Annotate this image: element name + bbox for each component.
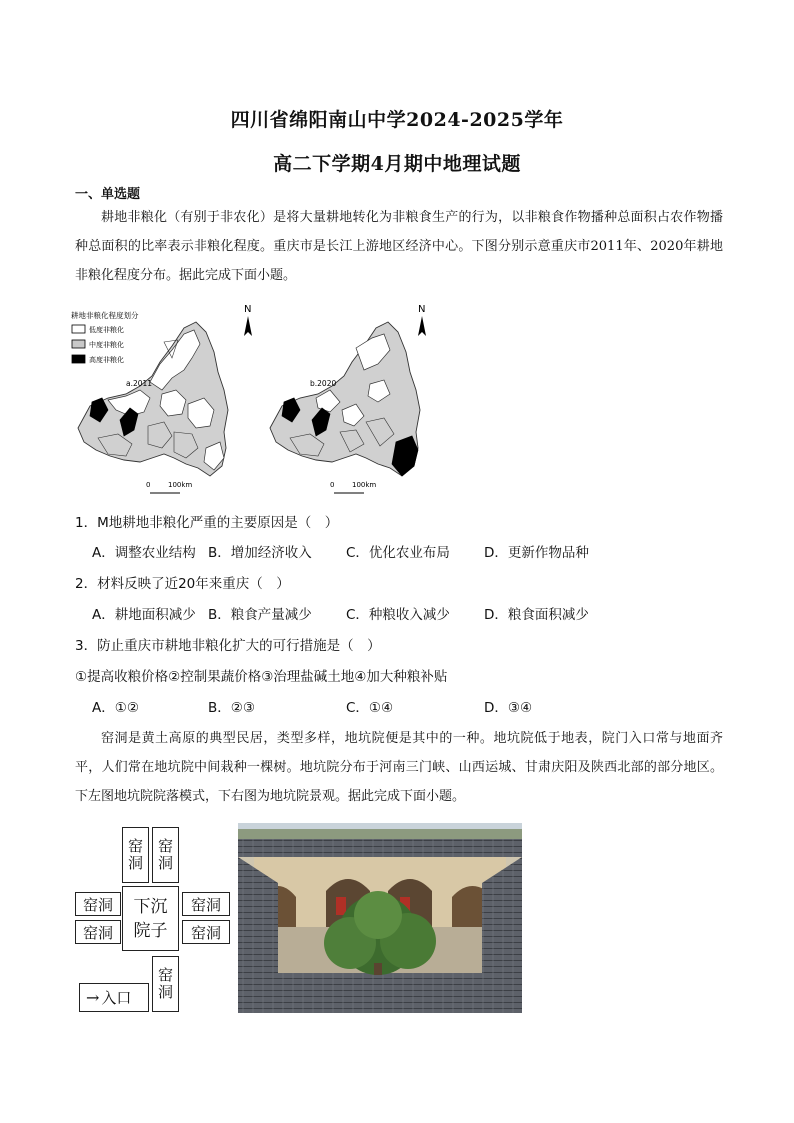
q1-option-d[interactable]: D．更新作物品种 — [484, 545, 589, 561]
north-arrow-icon — [418, 316, 426, 336]
chongqing-maps-svg — [68, 298, 428, 498]
q2-option-c[interactable]: C．种粮收入减少 — [346, 607, 450, 623]
question-3-choices: ①提高收粮价格②控制果蔬价格③治理盐碱土地④加大种粮补贴 — [75, 669, 448, 685]
question-3-stem: 3．防止重庆市耕地非粮化扩大的可行措施是（ ） — [75, 638, 381, 654]
legend-title: 耕地非粮化程度划分 — [71, 311, 139, 320]
legend-swatch-mid — [72, 340, 85, 348]
sunken-courtyard — [122, 886, 179, 951]
north-label-a: N — [244, 304, 252, 315]
entrance-label: 入口 — [101, 989, 132, 1007]
q2-option-d[interactable]: D．粮食面积减少 — [484, 607, 589, 623]
north-label-b: N — [418, 304, 426, 315]
exam-title-line2: 高二下学期4月期中地理试题 — [273, 153, 521, 175]
passage-1: 耕地非粮化（有别于非农化）是将大量耕地转化为非粮食生产的行为，以非粮食作物播种总面积占农作物播种总面积的比率表示非粮化程度。重庆市是长江上游地区经济中心。下图分别示意重庆市2011年、2020年耕地非粮化程度分布。据此完成下面小题。 — [75, 210, 723, 283]
map-b-2020 — [270, 304, 426, 493]
scale-label-a: 100km — [168, 481, 193, 489]
q1-option-c[interactable]: C．优化农业布局 — [346, 545, 450, 561]
q3-option-b[interactable]: B．②③ — [208, 700, 255, 716]
section-heading: 一、单选题 — [75, 187, 141, 202]
map-b-label: b.2020 — [310, 379, 337, 388]
dikengyuan-photo — [238, 823, 522, 1013]
yaodong-left-bottom: 窑洞 — [75, 920, 121, 944]
q2-option-a[interactable]: A．耕地面积减少 — [92, 607, 196, 623]
yaodong-left-top: 窑洞 — [75, 892, 121, 916]
q3-option-c[interactable]: C．①④ — [346, 700, 394, 716]
legend-swatch-low — [72, 325, 85, 333]
yaodong-right-top: 窑洞 — [182, 892, 230, 916]
q3-option-a[interactable]: A．①② — [92, 700, 139, 716]
sunken-courtyard-line2: 院子 — [133, 920, 168, 941]
q1-option-a[interactable]: A．调整农业结构 — [92, 545, 196, 561]
entrance-arrow-icon: → — [86, 988, 100, 1007]
dikengyuan-layout-diagram — [73, 823, 233, 1015]
q1-option-b[interactable]: B．增加经济收入 — [208, 545, 312, 561]
north-arrow-icon — [244, 316, 252, 336]
legend-label-mid: 中度非粮化 — [89, 341, 124, 349]
legend-swatch-high — [72, 355, 85, 363]
legend-label-low: 低度非粮化 — [89, 326, 124, 334]
question-2-stem: 2．材料反映了近20年来重庆（ ） — [75, 576, 290, 592]
legend-label-high: 高度非粮化 — [89, 356, 124, 364]
scale-zero-b: 0 — [330, 481, 335, 489]
yaodong-bottom: 窑洞 — [152, 956, 179, 1012]
exam-title-line1: 四川省绵阳南山中学2024-2025学年 — [230, 109, 564, 131]
dikengyuan-photo-svg — [238, 823, 522, 1013]
entrance-passage — [79, 983, 149, 1012]
map-a-label: a.2011 — [126, 379, 153, 388]
scale-label-b: 100km — [352, 481, 377, 489]
sunken-courtyard-line1: 下沉 — [133, 896, 168, 917]
scale-zero-a: 0 — [146, 481, 151, 489]
yaodong-right-bottom: 窑洞 — [182, 920, 230, 944]
q3-option-d[interactable]: D．③④ — [484, 700, 533, 716]
yaodong-top-left: 窑洞 — [122, 827, 149, 883]
chongqing-maps-figure — [68, 298, 428, 498]
q2-option-b[interactable]: B．粮食产量减少 — [208, 607, 312, 623]
passage-2: 窑洞是黄土高原的典型民居，类型多样，地坑院便是其中的一种。地坑院低于地表，院门入口常与地面齐平，人们常在地坑院中间栽种一棵树。地坑院分布于河南三门峡、山西运城、甘肃庆阳及陕西北部的部分地区。下左图地坑院院落模式，下右图为地坑院景观。据此完成下面小题。 — [75, 731, 723, 804]
question-1-stem: 1．M地耕地非粮化严重的主要原因是（ ） — [75, 515, 339, 531]
yaodong-top-right: 窑洞 — [152, 827, 179, 883]
